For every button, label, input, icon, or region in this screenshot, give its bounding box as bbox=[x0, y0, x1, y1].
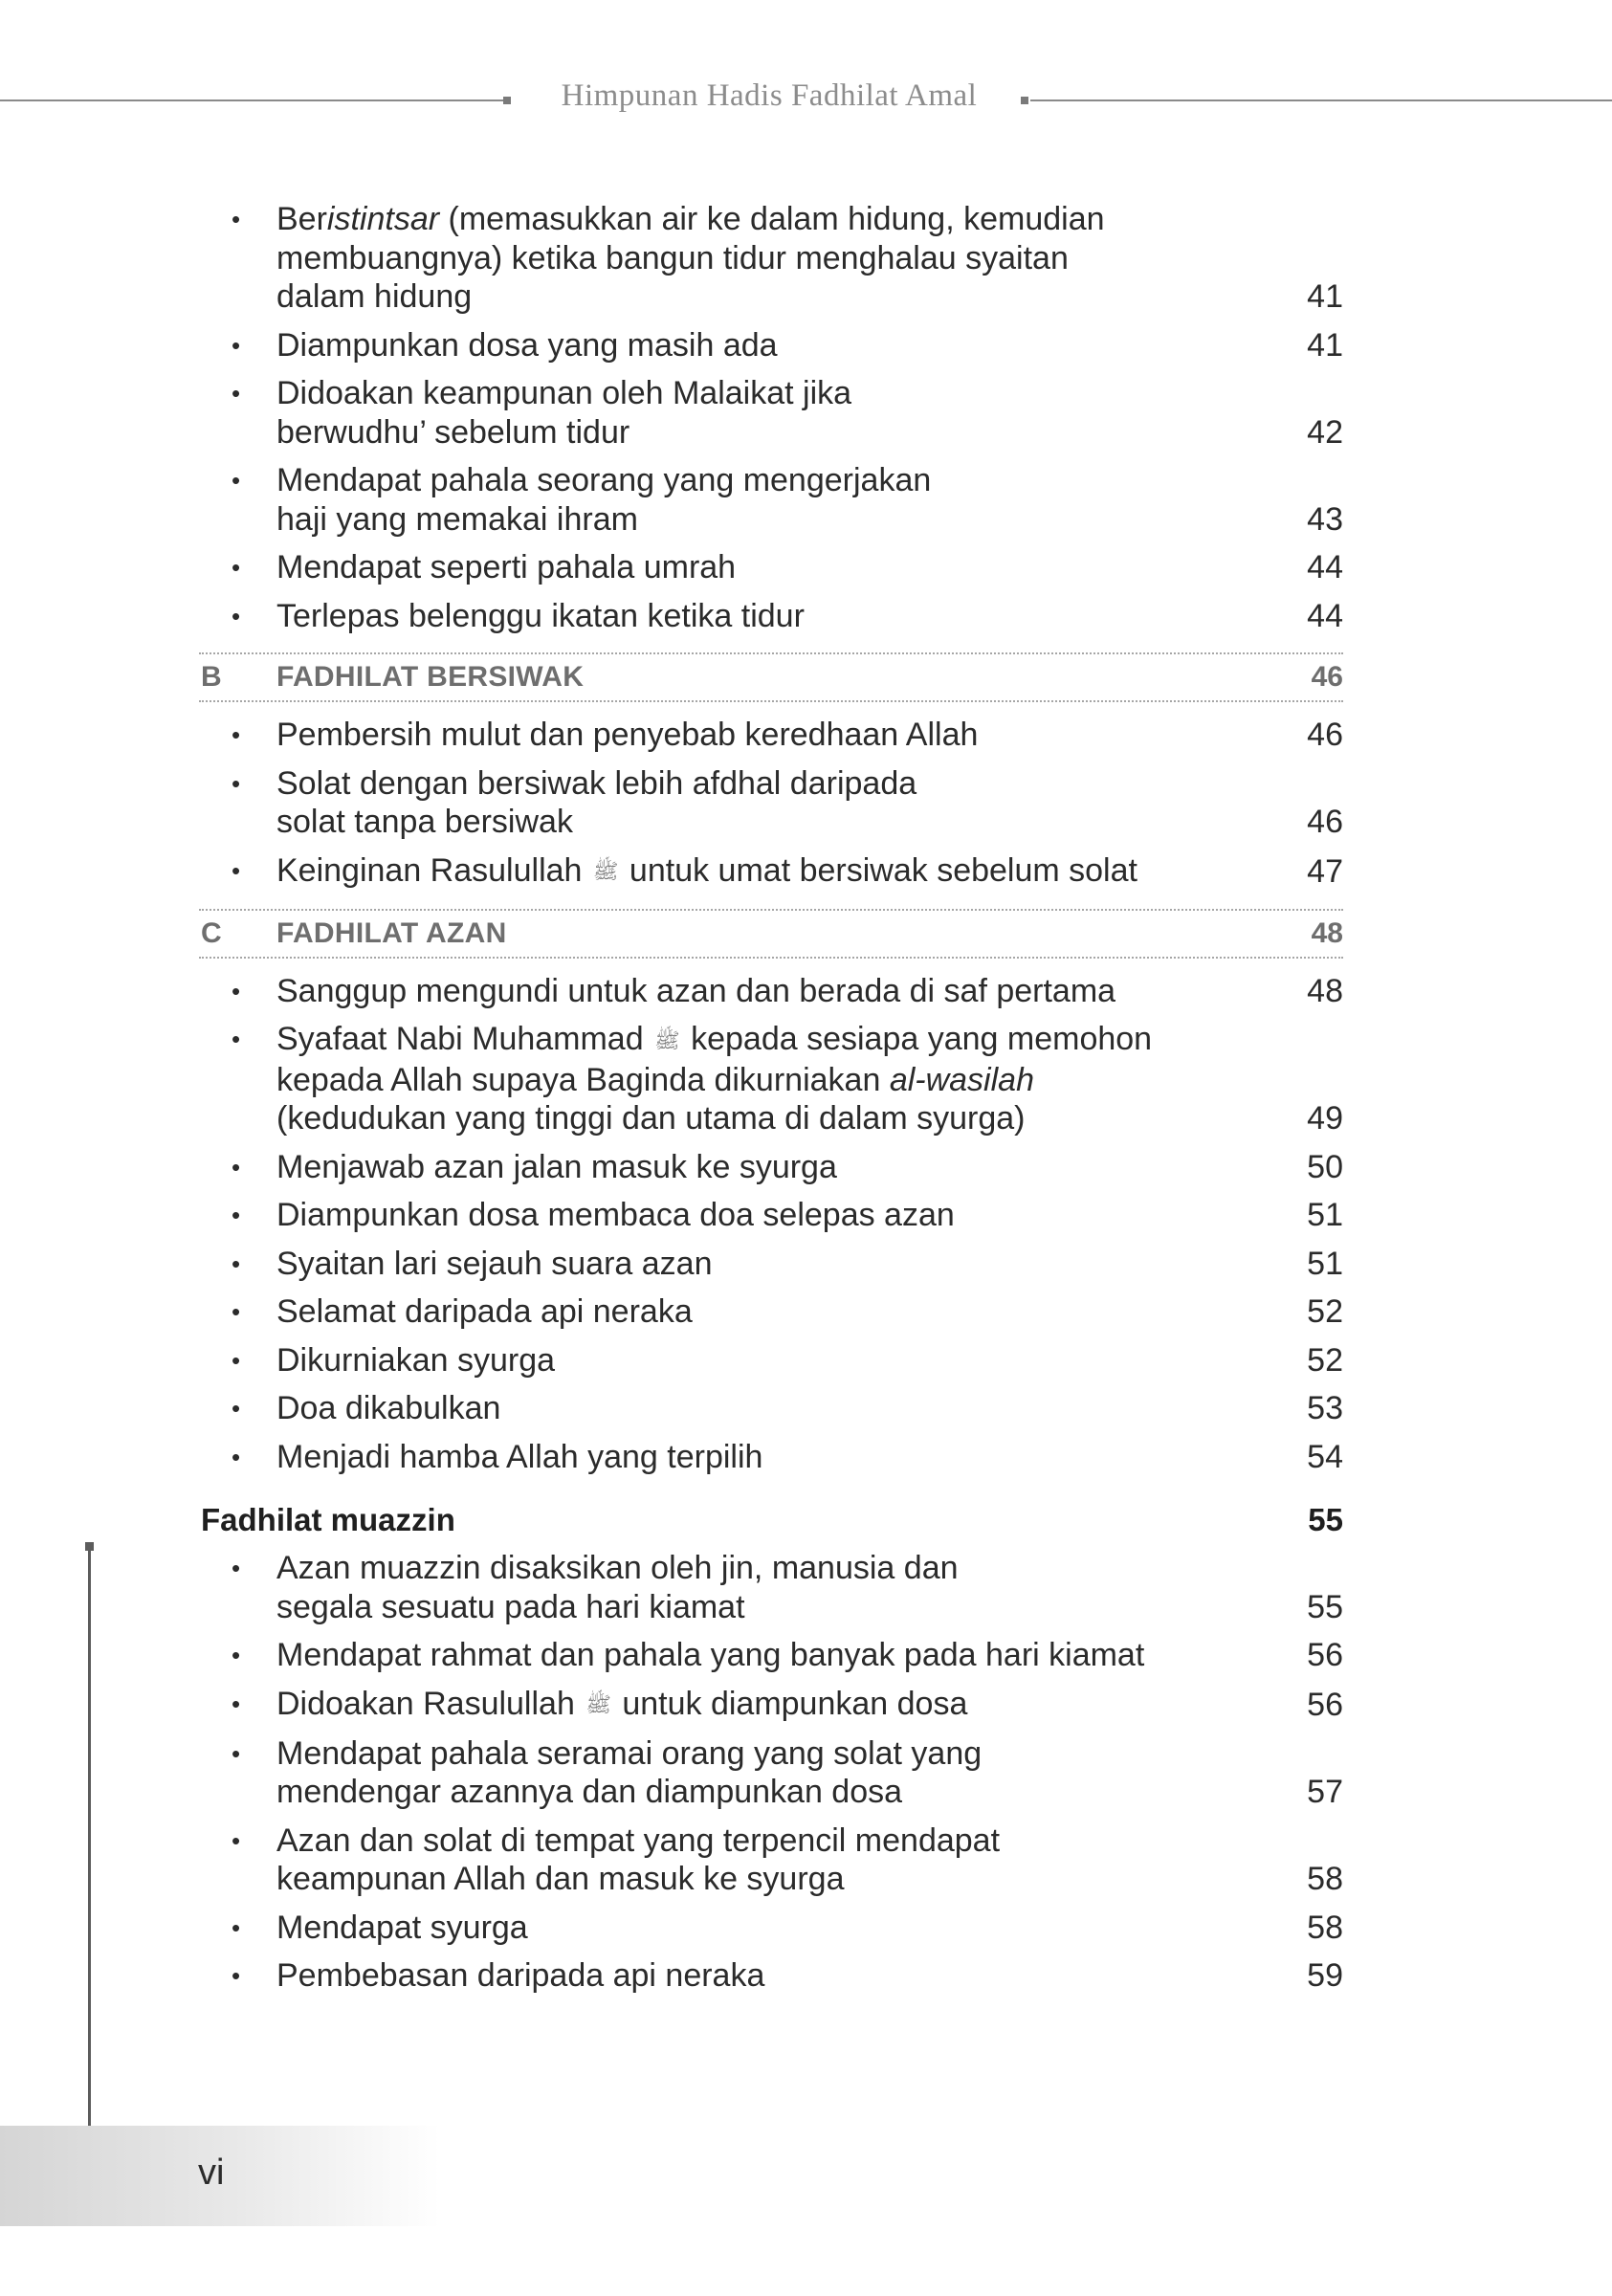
toc-page-number: 56 bbox=[1307, 1687, 1343, 1724]
toc-entry[interactable] bbox=[199, 1549, 1343, 1636]
toc-entry-text: Syafaat Nabi Muhammad ﷺ kepada sesiapa yang memohon kepada Allah supaya Baginda dikurniakan al-wasilah (kedudukan yang tinggi dan utama di dalam syurga) bbox=[276, 1021, 1153, 1137]
salawat-symbol-icon: ﷺ bbox=[654, 1028, 680, 1053]
toc-entry[interactable] bbox=[199, 1685, 1343, 1734]
bullet-icon: • bbox=[232, 379, 241, 408]
bullet-icon: • bbox=[232, 1201, 241, 1230]
bullet-icon: • bbox=[232, 1394, 241, 1424]
toc-entry-text: Didoakan Rasulullah ﷺ untuk diampunkan dosa bbox=[276, 1685, 968, 1722]
toc-entry-text: Keinginan Rasulullah ﷺ untuk umat bersiwak sebelum solat bbox=[276, 851, 1137, 889]
toc-entry-text: Mendapat seperti pahala umrah bbox=[276, 549, 737, 585]
toc-entry-text: Solat dengan bersiwak lebih afdhal daripada solat tanpa bersiwak bbox=[276, 764, 917, 840]
running-header-title: Himpunan Hadis Fadhilat Amal bbox=[561, 78, 978, 113]
toc-entry-text: Beristintsar (memasukkan air ke dalam hidung, kemudian membuangnya) ketika bangun tidur menghalau syaitan dalam hidung bbox=[276, 201, 1105, 315]
toc-entry-text: Dikurniakan syurga bbox=[276, 1341, 556, 1379]
bullet-icon: • bbox=[232, 1025, 241, 1054]
bullet-icon: • bbox=[232, 330, 241, 360]
toc-entry-text: Syaitan lari sejauh suara azan bbox=[276, 1245, 713, 1282]
margin-vertical-line bbox=[88, 1547, 91, 2129]
toc-page-number: 50 bbox=[1307, 1148, 1343, 1185]
toc-page-number: 58 bbox=[1307, 1861, 1343, 1898]
toc-entry-text: Didoakan keampunan oleh Malaikat jika berwudhu’ sebelum tidur bbox=[276, 375, 852, 451]
toc-page-number: 46 bbox=[1307, 804, 1343, 840]
heading-title: Fadhilat muazzin bbox=[201, 1502, 455, 1538]
toc-entry[interactable] bbox=[199, 1196, 1343, 1245]
toc-entry-text: Pembersih mulut dan penyebab keredhaan Allah bbox=[276, 717, 979, 753]
toc-entry[interactable] bbox=[199, 1438, 1343, 1487]
bullet-icon: • bbox=[232, 1912, 241, 1942]
toc-entry-text: Mendapat syurga bbox=[276, 1909, 528, 1946]
bullet-icon: • bbox=[232, 1738, 241, 1768]
toc-entry[interactable] bbox=[199, 1245, 1343, 1293]
toc-entry-text: Menjadi hamba Allah yang terpilih bbox=[276, 1438, 763, 1475]
toc-entry[interactable] bbox=[199, 972, 1343, 1021]
toc-page-number: 41 bbox=[1307, 278, 1343, 315]
toc-page-number: 58 bbox=[1307, 1909, 1343, 1946]
bullet-icon: • bbox=[232, 1554, 241, 1583]
toc-page-number: 57 bbox=[1307, 1774, 1343, 1811]
toc-entry[interactable] bbox=[199, 716, 1343, 764]
toc-page-number: 54 bbox=[1307, 1438, 1343, 1475]
bullet-icon: • bbox=[232, 466, 241, 495]
toc-entry-text: Diampunkan dosa yang masih ada bbox=[276, 326, 778, 364]
toc-entry-text: Azan dan solat di tempat yang terpencil mendapat keampunan Allah dan masuk ke syurga bbox=[276, 1821, 1001, 1898]
bullet-icon: • bbox=[232, 1345, 241, 1375]
bullet-icon: • bbox=[232, 1442, 241, 1471]
bullet-icon: • bbox=[232, 1825, 241, 1855]
toc-page-number: 44 bbox=[1307, 597, 1343, 634]
toc-entry[interactable] bbox=[199, 1956, 1343, 2005]
toc-entry[interactable] bbox=[199, 764, 1343, 851]
header-square-ornament-right bbox=[1021, 97, 1028, 104]
toc-entry[interactable] bbox=[199, 374, 1343, 461]
bullet-icon: • bbox=[232, 720, 241, 749]
toc-page-number: 51 bbox=[1307, 1245, 1343, 1282]
toc-page-number: 59 bbox=[1307, 1957, 1343, 1995]
toc-entry-text: Mendapat rahmat dan pahala yang banyak pada hari kiamat bbox=[276, 1637, 1145, 1674]
toc-entry-text: Mendapat pahala seorang yang mengerjakan haji yang memakai ihram bbox=[276, 462, 932, 538]
toc-page-number: 46 bbox=[1307, 717, 1343, 753]
toc-entry-text: Menjawab azan jalan masuk ke syurga bbox=[276, 1148, 837, 1185]
toc-entry[interactable] bbox=[199, 597, 1343, 646]
toc-entry[interactable] bbox=[199, 1292, 1343, 1341]
toc-entry-text: Azan muazzin disaksikan oleh jin, manusia dan segala sesuatu pada hari kiamat bbox=[276, 1550, 959, 1625]
toc-page-number: 44 bbox=[1307, 549, 1343, 585]
header-square-ornament-left bbox=[503, 97, 511, 104]
salawat-symbol-icon: ﷺ bbox=[592, 859, 619, 884]
section-letter: B bbox=[201, 661, 222, 693]
toc-page-number: 48 bbox=[1307, 972, 1343, 1009]
toc-entry[interactable] bbox=[199, 326, 1343, 375]
bullet-icon: • bbox=[232, 553, 241, 582]
bullet-icon: • bbox=[232, 1689, 241, 1718]
heading-page-number: 55 bbox=[1308, 1502, 1343, 1538]
toc-entry[interactable] bbox=[199, 1734, 1343, 1821]
bullet-icon: • bbox=[232, 601, 241, 630]
toc-entry[interactable] bbox=[199, 1389, 1343, 1438]
toc-page-number: 49 bbox=[1307, 1100, 1343, 1137]
section-title: FADHILAT BERSIWAK bbox=[276, 661, 585, 693]
toc-page-number: 52 bbox=[1307, 1341, 1343, 1379]
bullet-icon: • bbox=[232, 1641, 241, 1670]
bullet-icon: • bbox=[232, 1961, 241, 1991]
toc-entry-text: Pembebasan daripada api neraka bbox=[276, 1957, 765, 1995]
bullet-icon: • bbox=[232, 855, 241, 885]
toc-entry[interactable] bbox=[199, 1909, 1343, 1957]
toc-entry-text: Terlepas belenggu ikatan ketika tidur bbox=[276, 597, 805, 634]
page-number-folio: vi bbox=[198, 2152, 225, 2193]
bullet-icon: • bbox=[232, 768, 241, 798]
bullet-icon: • bbox=[232, 1297, 241, 1327]
toc-page-number: 43 bbox=[1307, 500, 1343, 538]
bullet-icon: • bbox=[232, 1248, 241, 1278]
toc-entry[interactable] bbox=[199, 1821, 1343, 1909]
toc-section-bersiwak[interactable] bbox=[199, 652, 1343, 702]
header-rule-right bbox=[1030, 99, 1612, 101]
toc-entry[interactable] bbox=[199, 461, 1343, 548]
bullet-icon: • bbox=[232, 1152, 241, 1181]
toc-page-number: 52 bbox=[1307, 1293, 1343, 1331]
toc-entry[interactable] bbox=[199, 851, 1343, 901]
toc-entry-text: Doa dikabulkan bbox=[276, 1390, 501, 1427]
toc-entry[interactable] bbox=[199, 1148, 1343, 1197]
toc-entry-text: Mendapat pahala seramai orang yang solat yang mendengar azannya dan diampunkan dosa bbox=[276, 1734, 983, 1811]
bullet-icon: • bbox=[232, 976, 241, 1005]
section-title: FADHILAT AZAN bbox=[276, 916, 507, 949]
toc-entry[interactable] bbox=[199, 548, 1343, 597]
toc-entry[interactable] bbox=[199, 1020, 1343, 1147]
section-letter: C bbox=[201, 916, 222, 949]
section-page-number: 46 bbox=[1311, 661, 1343, 693]
header-rule-left bbox=[0, 99, 505, 101]
toc-section-azan[interactable] bbox=[199, 909, 1343, 959]
toc-entry[interactable] bbox=[199, 1341, 1343, 1390]
running-header bbox=[0, 77, 1612, 124]
toc-entry-text: Selamat daripada api neraka bbox=[276, 1293, 693, 1331]
toc-entry-text: Sanggup mengundi untuk azan dan berada di saf pertama bbox=[276, 972, 1116, 1009]
bullet-icon: • bbox=[232, 205, 241, 233]
toc-page-number: 41 bbox=[1307, 326, 1343, 364]
table-of-contents bbox=[199, 200, 1343, 2005]
toc-heading-muazzin[interactable] bbox=[199, 1499, 1343, 1549]
toc-entry[interactable] bbox=[199, 1636, 1343, 1685]
toc-page-number: 51 bbox=[1307, 1197, 1343, 1234]
toc-entry[interactable] bbox=[199, 200, 1343, 326]
toc-page-number: 53 bbox=[1307, 1390, 1343, 1427]
salawat-symbol-icon: ﷺ bbox=[585, 1692, 611, 1717]
toc-page-number: 56 bbox=[1307, 1637, 1343, 1674]
toc-page-number: 42 bbox=[1307, 413, 1343, 451]
toc-entry-text: Diampunkan dosa membaca doa selepas azan bbox=[276, 1197, 955, 1234]
section-page-number: 48 bbox=[1311, 916, 1343, 949]
toc-page-number: 47 bbox=[1307, 853, 1343, 891]
toc-page-number: 55 bbox=[1307, 1588, 1343, 1625]
